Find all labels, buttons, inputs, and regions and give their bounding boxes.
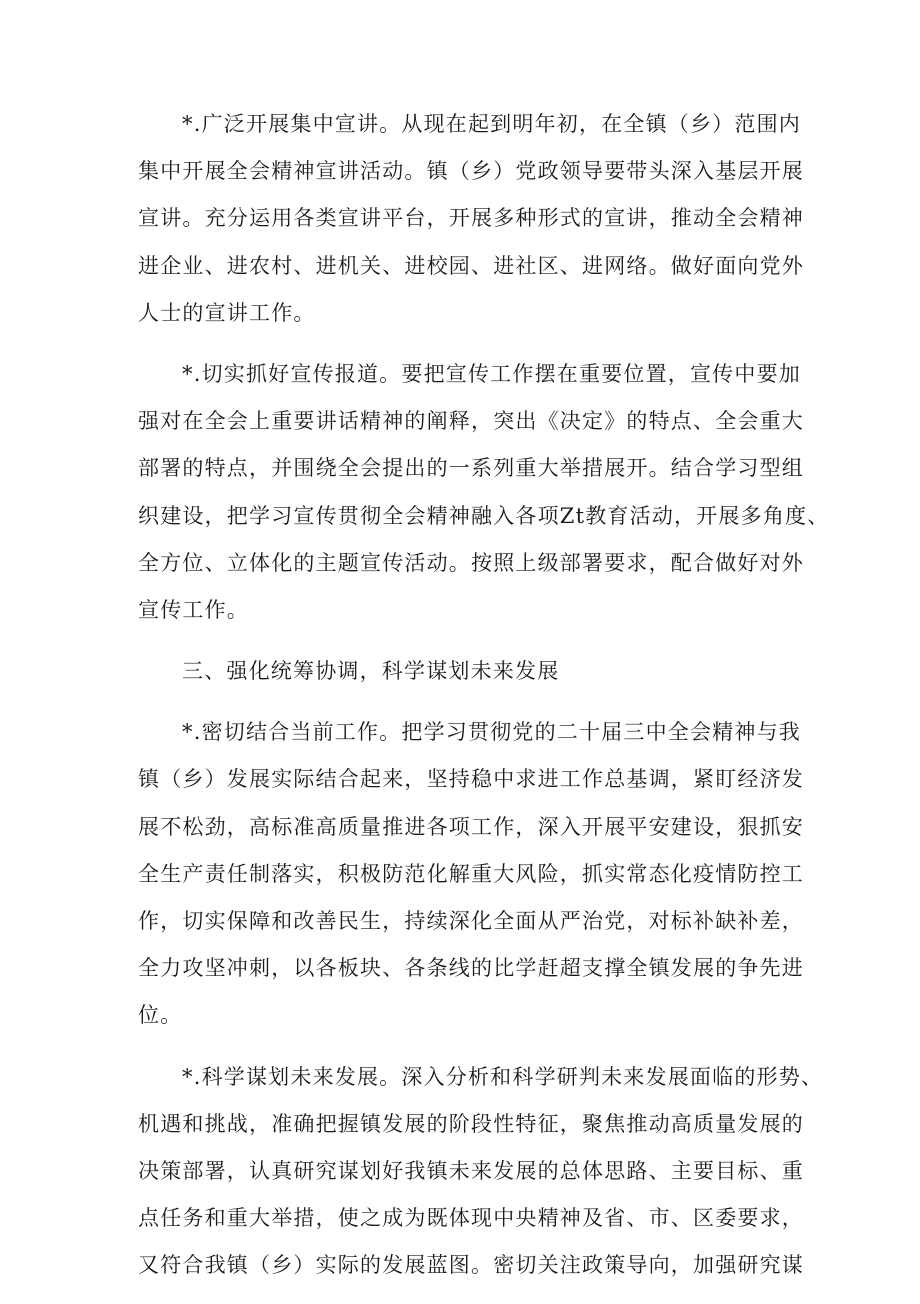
text-line: 织建设，把学习宣传贯彻全会精神融入各项Zt教育活动，开展多角度、 xyxy=(138,503,830,528)
text-line: *.切实抓好宣传报道。要把宣传工作摆在重要位置，宣传中要加 xyxy=(182,361,801,386)
text-line: 镇（乡）发展实际结合起来，坚持稳中求进工作总基调，紧盯经济发 xyxy=(138,767,804,792)
text-line: 宣传工作。 xyxy=(138,597,249,622)
text-line: 决策部署，认真研究谋划好我镇未来发展的总体思路、主要目标、重 xyxy=(138,1158,804,1183)
text-line: *.密切结合当前工作。把学习贯彻党的二十届三中全会精神与我 xyxy=(182,720,801,745)
section-heading-three xyxy=(138,648,798,695)
section-heading-text: 三、强化统筹协调，科学谋划未来发展 xyxy=(182,659,560,684)
paragraph-current-work xyxy=(138,709,804,1039)
text-line: 宣讲。充分运用各类宣讲平台，开展多种形式的宣讲，推动全会精神 xyxy=(138,206,804,231)
text-line: 集中开展全会精神宣讲活动。镇（乡）党政领导要带头深入基层开展 xyxy=(138,159,804,184)
text-line: 强对在全会上重要讲话精神的阐释，突出《决定》的特点、全会重大 xyxy=(138,409,804,434)
paragraph-future-planning xyxy=(138,1054,824,1290)
text-line: 又符合我镇（乡）实际的发展蓝图。密切关注政策导向，加强研究谋 xyxy=(138,1253,804,1278)
text-line: 位。 xyxy=(138,1003,183,1028)
text-line: *.科学谋划未来发展。深入分析和科学研判未来发展面临的形势、 xyxy=(182,1064,824,1089)
text-line: 部署的特点，并围绕全会提出的一系列重大举措展开。结合学习型组 xyxy=(138,456,804,481)
paragraph-centralized-lectures xyxy=(138,101,804,337)
document-body xyxy=(138,101,830,1304)
text-line: 进企业、进农村、进机关、进校园、进社区、进网络。做好面向党外 xyxy=(138,253,804,278)
text-line: 全生产责任制落实，积极防范化解重大风险，抓实常态化疫情防控工 xyxy=(138,861,804,886)
text-line: *.广泛开展集中宣讲。从现在起到明年初，在全镇（乡）范围内 xyxy=(182,112,801,136)
text-line: 机遇和挑战，准确把握镇发展的阶段性特征，聚焦推动高质量发展的 xyxy=(138,1111,804,1136)
text-line: 作，切实保障和改善民生，持续深化全面从严治党，对标补缺补差， xyxy=(138,909,804,933)
text-line: 点任务和重大举措，使之成为既体现中央精神及省、市、区委要求， xyxy=(138,1206,804,1231)
text-line: 人士的宣讲工作。 xyxy=(138,300,316,325)
text-line: 展不松劲，高标准高质量推进各项工作，深入开展平安建设，狠抓安 xyxy=(138,814,804,839)
text-line: 全方位、立体化的主题宣传活动。按照上级部署要求，配合做好对外 xyxy=(138,550,804,575)
text-line: 全力攻坚冲刺，以各板块、各条线的比学赶超支撑全镇发展的争先进 xyxy=(138,956,804,981)
paragraph-publicity-reporting xyxy=(138,351,830,634)
